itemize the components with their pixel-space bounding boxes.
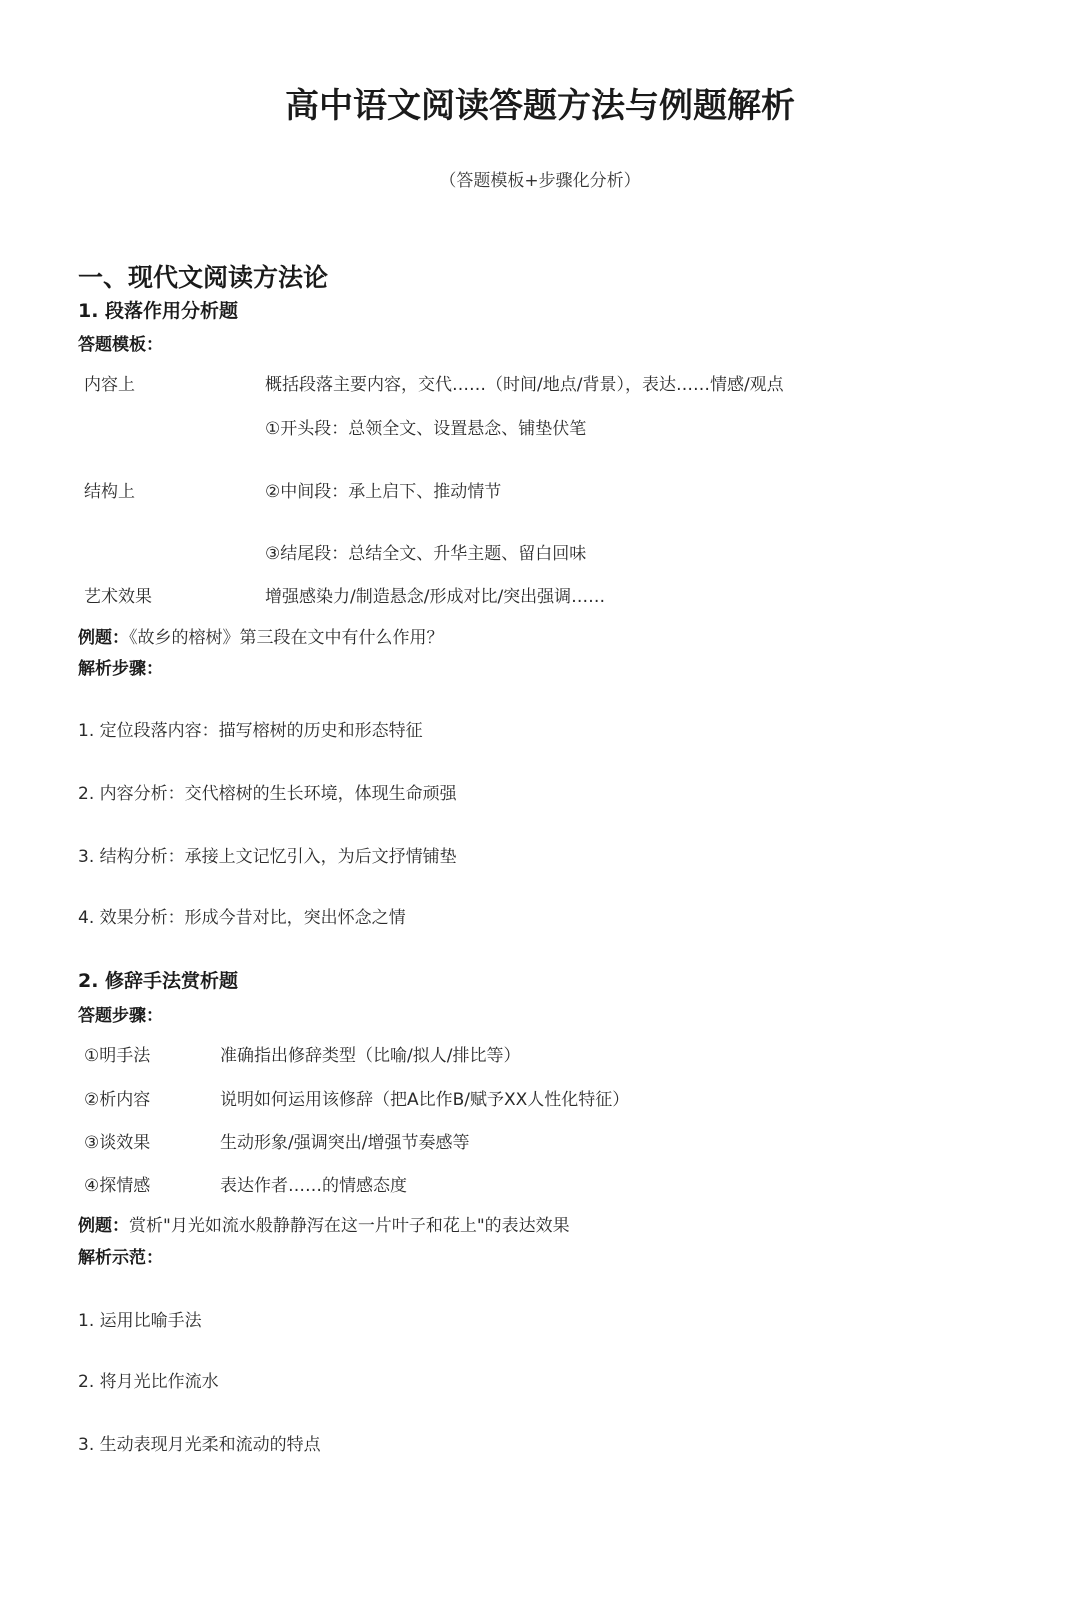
list-item: 2. 内容分析：交代榕树的生长环境，体现生命顽强	[78, 784, 457, 804]
subsection-heading: 2. 修辞手法赏析题	[78, 970, 239, 992]
example-text: 赏析"月光如流水般静静泻在这一片叶子和花上"的表达效果	[129, 1216, 570, 1236]
table-row-text: 生动形象/强调突出/增强节奏感等	[220, 1133, 470, 1153]
demo-label: 解析示范：	[78, 1248, 163, 1268]
example-question	[78, 1211, 570, 1236]
table-row-text: 概括段落主要内容，交代……（时间/地点/背景），表达……情感/观点	[265, 375, 784, 395]
document-subtitle: （答题模板+步骤化分析）	[439, 171, 641, 191]
table-row-text: 表达作者……的情感态度	[220, 1176, 407, 1196]
list-item: 2. 将月光比作流水	[78, 1372, 219, 1392]
table-row-label: 内容上	[84, 375, 135, 395]
table-row-text: 准确指出修辞类型（比喻/拟人/排比等）	[220, 1046, 521, 1066]
table-row-label: ②析内容	[84, 1090, 151, 1110]
document-title: 高中语文阅读答题方法与例题解析	[285, 86, 795, 126]
example-question	[78, 623, 444, 648]
list-item: 3. 结构分析：承接上文记忆引入，为后文抒情铺垫	[78, 847, 457, 867]
table-row-text: 增强感染力/制造悬念/形成对比/突出强调……	[265, 587, 606, 607]
list-item: 1. 运用比喻手法	[78, 1311, 202, 1331]
table-row-text: ③结尾段：总结全文、升华主题、留白回味	[265, 544, 587, 564]
template-label: 答题模板：	[78, 335, 163, 355]
table-row-label: ③谈效果	[84, 1133, 151, 1153]
section-heading: 一、现代文阅读方法论	[78, 263, 329, 292]
example-label: 例题：	[78, 1216, 129, 1236]
table-row-label: 结构上	[84, 482, 135, 502]
example-label: 例题：	[78, 628, 129, 648]
table-row-text: ①开头段：总领全文、设置悬念、铺垫伏笔	[265, 419, 587, 439]
subsection-heading: 1. 段落作用分析题	[78, 300, 239, 322]
table-row-label: ④探情感	[84, 1176, 151, 1196]
list-item: 3. 生动表现月光柔和流动的特点	[78, 1435, 321, 1455]
steps-label: 答题步骤：	[78, 1006, 163, 1026]
list-item: 1. 定位段落内容：描写榕树的历史和形态特征	[78, 721, 423, 741]
steps-label: 解析步骤：	[78, 659, 163, 679]
table-row-label: 艺术效果	[84, 587, 152, 607]
table-row-label: ①明手法	[84, 1046, 151, 1066]
table-row-text: 说明如何运用该修辞（把A比作B/赋予XX人性化特征）	[220, 1090, 630, 1110]
table-row-text: ②中间段：承上启下、推动情节	[265, 482, 502, 502]
example-text: 《故乡的榕树》第三段在文中有什么作用？	[129, 628, 444, 648]
list-item: 4. 效果分析：形成今昔对比，突出怀念之情	[78, 908, 406, 928]
